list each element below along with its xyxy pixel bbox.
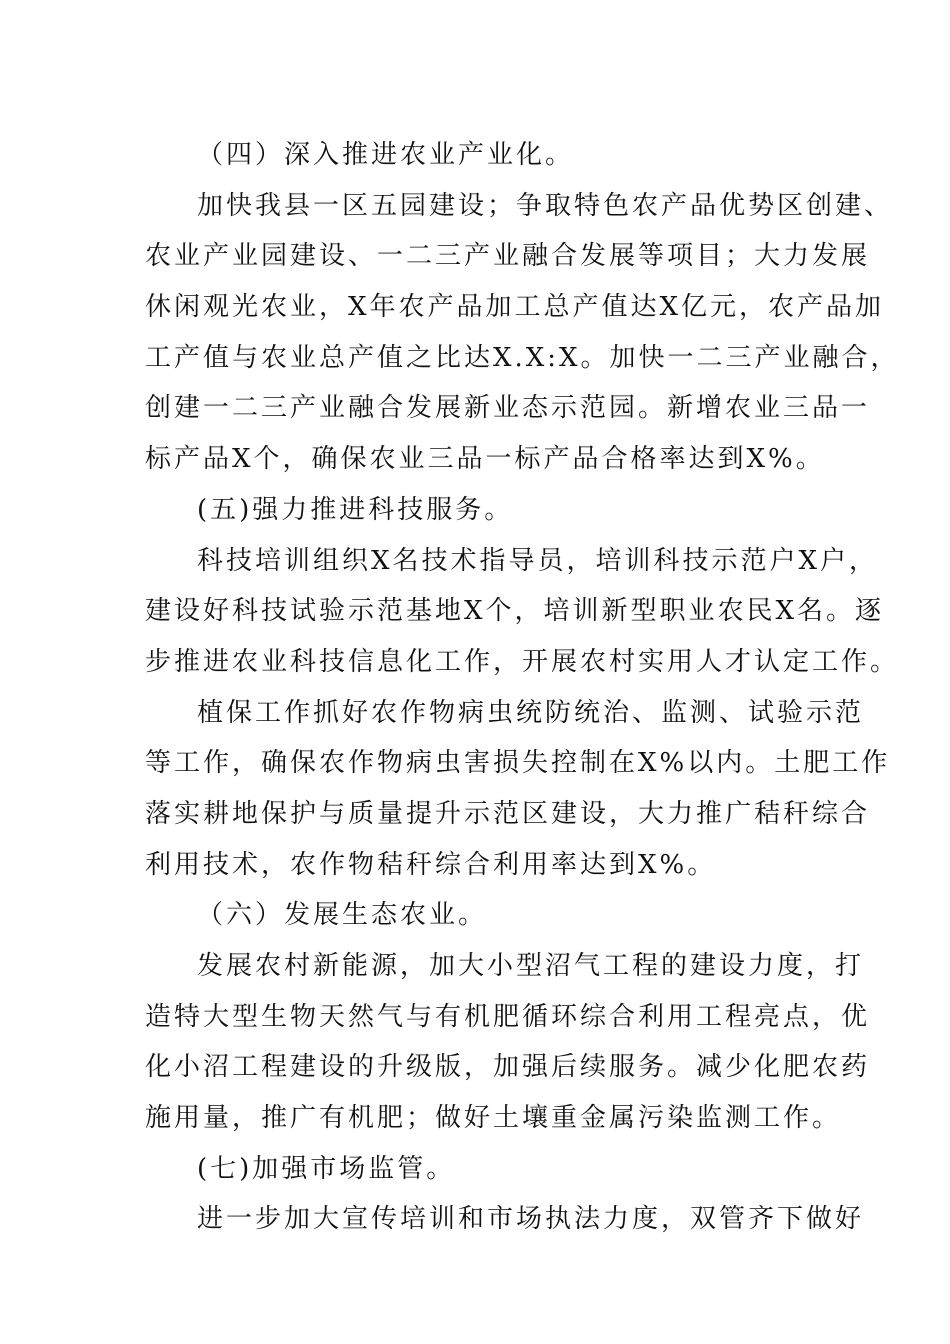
paragraph-line: 施用量，推广有机肥；做好土壤重金属污染监测工作。 (145, 1103, 842, 1134)
section-heading-5: (五)强力推进科技服务。 (197, 494, 514, 525)
paragraph-line: 科技培训组织X名技术指导员，培训科技示范户X户， (197, 545, 879, 576)
paragraph-line: 进一步加大宣传培训和市场执法力度，双管齐下做好 (197, 1204, 865, 1235)
paragraph-line: 标产品X个，确保农业三品一标产品合格率达到X%。 (145, 444, 825, 475)
section-heading-4: （四）深入推进农业产业化。 (197, 140, 575, 170)
paragraph-line: 创建一二三产业融合发展新业态示范园。新增农业三品一 (145, 393, 871, 424)
paragraph-line: 等工作，确保农作物病虫害损失控制在X%以内。土肥工作 (145, 748, 891, 779)
paragraph-line: 加快我县一区五园建设；争取特色农产品优势区创建、 (197, 190, 894, 221)
paragraph-line: 落实耕地保护与质量提升示范区建设，大力推广秸秆综合 (145, 798, 871, 829)
section-heading-6: （六）发展生态农业。 (197, 900, 488, 931)
paragraph-line: 休闲观光农业，X年农产品加工总产值达X亿元，农产品加 (145, 292, 885, 323)
paragraph-line: 利用技术，农作物秸秆综合利用率达到X%。 (145, 849, 717, 880)
paragraph-line: 工产值与农业总产值之比达X.X:X。加快一二三产业融合， (145, 342, 900, 373)
paragraph-line: 造特大型生物天然气与有机肥循环综合利用工程亮点，优 (145, 1001, 871, 1032)
section-heading-7: (七)加强市场监管。 (197, 1153, 456, 1184)
paragraph-line: 发展农村新能源，加大小型沼气工程的建设力度，打 (197, 951, 865, 981)
paragraph-line: 步推进农业科技信息化工作，开展农村实用人才认定工作。 (145, 646, 900, 677)
paragraph-line: 植保工作抓好农作物病虫统防统治、监测、试验示范 (197, 697, 865, 728)
paragraph-line: 农业产业园建设、一二三产业融合发展等项目；大力发展 (145, 241, 871, 272)
document-body (145, 130, 900, 1245)
paragraph-line: 建设好科技试验示范基地X个，培训新型职业农民X名。逐 (145, 596, 885, 627)
paragraph-line: 化小沼工程建设的升级版，加强后续服务。减少化肥农药 (145, 1052, 871, 1083)
